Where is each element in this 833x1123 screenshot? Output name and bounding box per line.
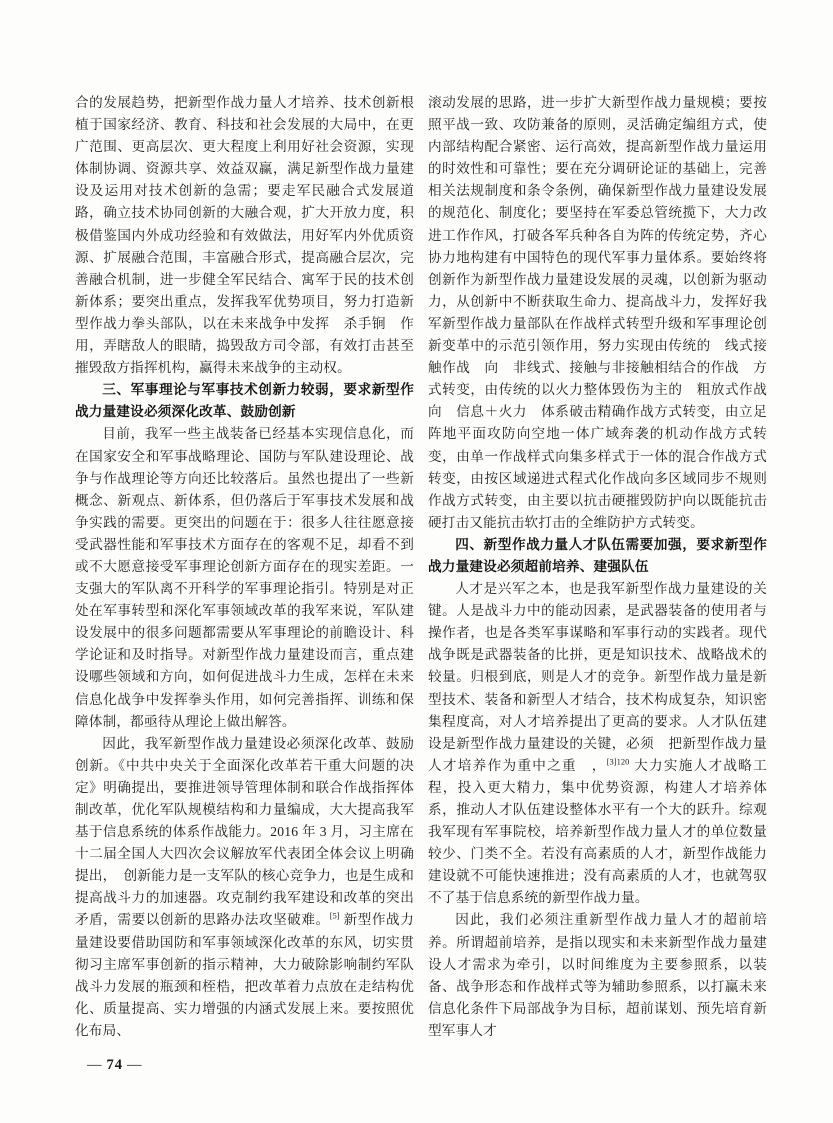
paragraph-text: 大力实施人才战略工程，投入更大精力，集中优势资源，构建人才培养体系，推动人才队伍建设整体水平有一个大的跃升。综观我军现有军事院校，培养新型作战力量人才的单位数量较少、门类不全。若没有高素质的人才，新型作战能力建设就不可能快速推进；没有高素质的人才，也就驾驭不了基于信息系统的新型作战力量。 — [428, 757, 767, 906]
paragraph: 因此，我们必须注重新型作战力量人才的超前培养。所谓超前培养，是指以现实和未来新型作战力量建设人才需求为牵引，以时间维度为主要参照系，以装备、战争形态和作战样式等为辅助参照系，以打赢未来信息化条件下局部战争为目标，超前谋划、预先培育新型军事人才 — [428, 912, 767, 1038]
citation-ref-3-p120: [3]120 — [606, 756, 630, 767]
two-column-layout — [75, 92, 781, 1042]
page-footer — [75, 1057, 767, 1074]
left-column — [75, 92, 414, 1042]
paragraph-text: 新型作战力量建设要借助国防和军事领域深化改革的东风，切实贯彻习主席军事创新的指示精神，大力破除影响制约军队战斗力发展的瓶颈和桎梏，把改革着力点放在走结构优化、质量提高、实力增强的内涵式发展上来。要按照优化布局、 — [75, 912, 414, 1038]
paragraph-continued: 合的发展趋势，把新型作战力量人才培养、技术创新根植于国家经济、教育、科技和社会发展的大局中，在更广范围、更高层次、更大程度上利用好社会资源，实现体制协调、资源共享、效益双赢，满足新型作战力量建设及运用对技术创新的急需；要走军民融合式发展道路，确立技术协同创新的大融合观，扩大开放力度，积极借鉴国内外成功经验和有效做法，用好军内外优质资源、扩展融合范围，丰富融合形式，提高融合层次，完善融合机制，进一步健全军民结合、寓军于民的技术创新体系；要突出重点，发挥我军优势项目，努力打造新型作战力拳头部队，以在未来战争中发挥 杀手锏 作用，弄瞎敌人的眼睛，捣毁敌方司令部，有效打击甚至摧毁敌方指挥机构，赢得未来战争的主动权。 — [75, 95, 414, 376]
paragraph — [428, 578, 767, 909]
paragraph-continued: 滚动发展的思路，进一步扩大新型作战力量规模；要按照平战一致、攻防兼备的原则，灵活确定编组方式，使内部结构配合紧密、运行高效，提高新型作战力量运用的时效性和可靠性；要在充分调研论证的基础上，完善相关法规制度和条令条例，确保新型作战力量建设发展的规范化、制度化；要坚持在军委总管统揽下，大力改进工作作风，打破各军兵种各自为阵的传统定势，齐心协力地构建有中国特色的现代军事力量体系。要始终将创新作为新型作战力量建设发展的灵魂，以创新为驱动力，从创新中不断获取生命力、提高战斗力，发挥好我军新型作战力量部队在作战样式转型升级和军事理论创新变革中的示范引领作用，努力实现由传统的 线式接触作战 向 非线式、接触与非接触相结合的作战 方式转变，由传统的以火力整体毁伤为主的 粗放式作战 向 信息＋火力 体系破击精确作战方式转变，由立足阵地平面攻防向空地一体广域奔袭的机动作战方式转变，由单一作战样式向集多样式于一体的混合作战方式转变，由按区域递进式程式化作战向多区域同步不规则作战方式转变，由主要以抗击硬摧毁防护向以既能抗击硬打击又能抗击软打击的全维防护方式转变。 — [428, 95, 781, 530]
footer-dash-right: — — [127, 1057, 143, 1074]
paragraph-text: 因此，我军新型作战力量建设必须深化改革、鼓励创新。《中共中央关于全面深化改革若干重大问题的决定》明确提出，要推进领导管理体制和联合作战指挥体制改革，优化军队规模结构和力量编成，大大提高我军基于信息系统的体系作战能力。2016 年 3 月，习主席在十二届全国人大四次会议解放军代表团全体会议上明确提出， 创新能力是一支军队的核心竞争力，也是生成和提高战斗力的加速器。攻克制约我军建设和改革的突出矛盾，需要以创新的思路办法攻坚破难。 — [75, 735, 414, 928]
citation-ref-5: [5] — [329, 910, 340, 921]
right-column — [428, 92, 781, 1042]
paragraph-text: 人才是兴军之本，也是我军新型作战力量建设的关键。人是战斗力中的能动因素，是武器装备的使用者与操作者，也是各类军事谋略和军事行动的实践者。现代战争既是武器装备的比拼，更是知识技术、战略战术的较量。归根到底，则是人才的竞争。新型作战力量是新型技术、装备和新型人才结合，技术构成复杂，知识密集程度高，对人才培养提出了更高的要求。人才队伍建设是新型作战力量建设的关键，必须 把新型作战力量人才培养作为重中之重 ， — [428, 581, 767, 773]
section-heading-3: 三、军事理论与军事技术创新力较弱，要求新型作战力量建设必须深化改革、鼓励创新 — [75, 382, 414, 420]
footer-dash-left: — — [87, 1057, 103, 1074]
paragraph: 目前，我军一些主战装备已经基本实现信息化，而在国家安全和军事战略理论、国防与军队建设理论、战争与作战理论等方向还比较落后。虽然也提出了一些新概念、新观点、新体系，但仍落后于军事技术发展和战争实践的需要。更突出的问题在于：很多人往往愿意接受武器性能和军事技术方面存在的客观不足，却看不到或不大愿意接受军事理论创新方面存在的现实差距。一支强大的军队离不开科学的军事理论指引。特别是对正处在军事转型和深化军事领域改革的我军来说，军队建设发展中的很多问题都需要从军事理论的前瞻设计、科学论证和及时指导。对新型作战力量建设而言，重点建设哪些领域和方向，如何促进战斗力生成，怎样在未来信息化战争中发挥拳头作用，如何完善指挥、训练和保障体制，都亟待从理论上做出解答。 — [75, 426, 414, 729]
section-heading-4: 四、新型作战力量人才队伍需要加强，要求新型作战力量建设必须超前培养、建强队伍 — [428, 536, 767, 574]
page-number: 74 — [106, 1057, 123, 1074]
paragraph — [75, 733, 414, 1042]
